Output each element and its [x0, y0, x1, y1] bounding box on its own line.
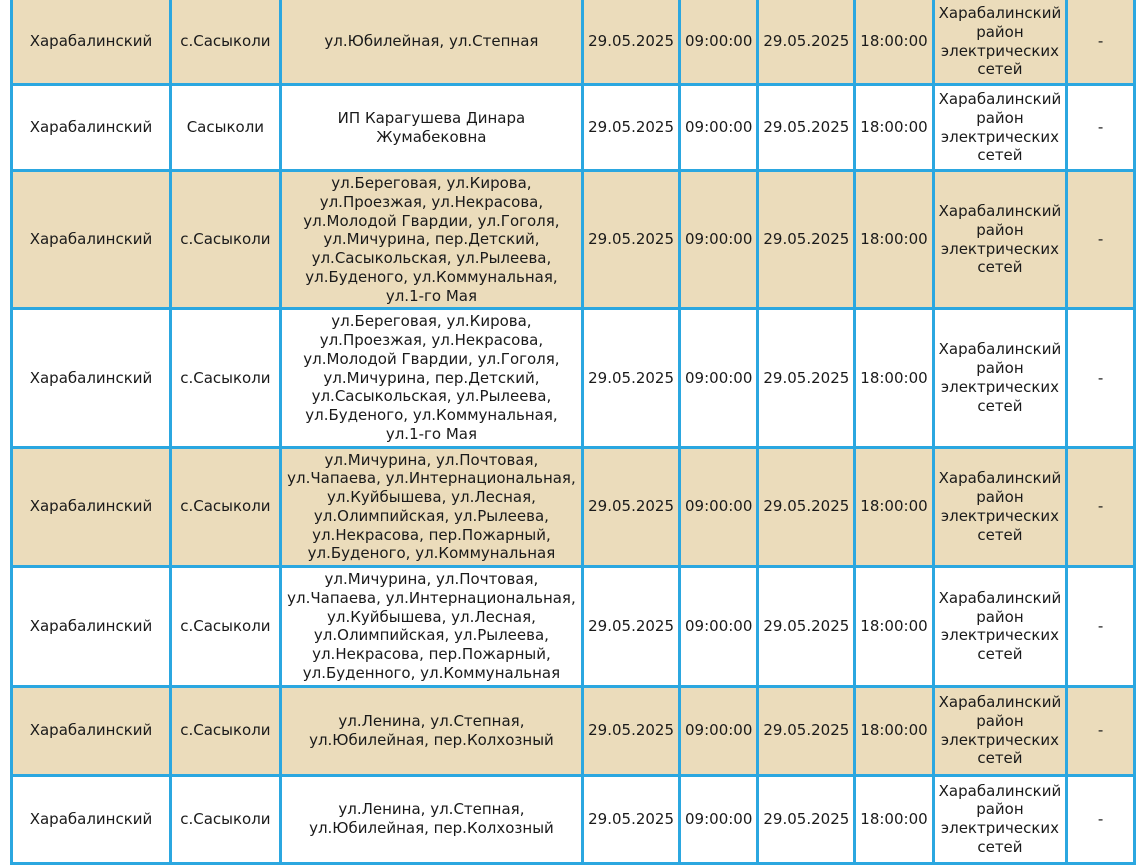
cell-date-start: 29.05.2025: [583, 0, 680, 85]
cell-district: Харабалинский: [12, 171, 171, 309]
cell-district: Харабалинский: [12, 686, 171, 775]
cell-extra: -: [1067, 0, 1135, 85]
cell-streets: ул.Юбилейная, ул.Степная: [280, 0, 582, 85]
cell-district: Харабалинский: [12, 567, 171, 687]
cell-time-start: 09:00:00: [680, 309, 758, 447]
cell-date-end: 29.05.2025: [758, 447, 855, 567]
cell-time-end: 18:00:00: [855, 0, 933, 85]
cell-extra: -: [1067, 775, 1135, 863]
cell-settlement: с.Сасыколи: [171, 309, 281, 447]
cell-district: Харабалинский: [12, 309, 171, 447]
cell-time-start: 09:00:00: [680, 567, 758, 687]
cell-district: Харабалинский: [12, 0, 171, 85]
table-row: [12, 309, 1135, 447]
table-row: [12, 447, 1135, 567]
table-row: [12, 85, 1135, 171]
cell-extra: -: [1067, 309, 1135, 447]
cell-time-start: 09:00:00: [680, 775, 758, 863]
cell-organization: Харабалинский район электрических сетей: [933, 309, 1067, 447]
cell-date-end: 29.05.2025: [758, 567, 855, 687]
cell-streets: ул.Ленина, ул.Степная, ул.Юбилейная, пер.Колхозный: [280, 686, 582, 775]
cell-organization: Харабалинский район электрических сетей: [933, 85, 1067, 171]
cell-organization: Харабалинский район электрических сетей: [933, 0, 1067, 85]
cell-extra: -: [1067, 447, 1135, 567]
table-row: [12, 686, 1135, 775]
cell-time-end: 18:00:00: [855, 567, 933, 687]
cell-streets: ул.Ленина, ул.Степная, ул.Юбилейная, пер.Колхозный: [280, 775, 582, 863]
cell-time-start: 09:00:00: [680, 85, 758, 171]
cell-streets: ул.Береговая, ул.Кирова, ул.Проезжая, ул.Некрасова, ул.Молодой Гвардии, ул.Гоголя, ул.Мичурина, пер.Детский, ул.Сасыкольская, ул.Рылеева, ул.Буденого, ул.Коммунальная, ул.1-го Мая: [280, 171, 582, 309]
cell-time-start: 09:00:00: [680, 686, 758, 775]
cell-date-start: 29.05.2025: [583, 775, 680, 863]
table-row: [12, 567, 1135, 687]
cell-settlement: с.Сасыколи: [171, 686, 281, 775]
cell-organization: Харабалинский район электрических сетей: [933, 567, 1067, 687]
cell-district: Харабалинский: [12, 447, 171, 567]
cell-time-end: 18:00:00: [855, 85, 933, 171]
cell-settlement: с.Сасыколи: [171, 0, 281, 85]
cell-settlement: с.Сасыколи: [171, 447, 281, 567]
cell-date-end: 29.05.2025: [758, 85, 855, 171]
cell-streets: ул.Береговая, ул.Кирова, ул.Проезжая, ул.Некрасова, ул.Молодой Гвардии, ул.Гоголя, ул.Мичурина, пер.Детский, ул.Сасыкольская, ул.Рылеева, ул.Буденого, ул.Коммунальная, ул.1-го Мая: [280, 309, 582, 447]
table-row: [12, 775, 1135, 863]
cell-date-end: 29.05.2025: [758, 686, 855, 775]
cell-time-end: 18:00:00: [855, 171, 933, 309]
table-body: [12, 0, 1135, 863]
cell-time-start: 09:00:00: [680, 171, 758, 309]
cell-organization: Харабалинский район электрических сетей: [933, 171, 1067, 309]
cell-time-end: 18:00:00: [855, 309, 933, 447]
cell-date-start: 29.05.2025: [583, 686, 680, 775]
cell-time-start: 09:00:00: [680, 0, 758, 85]
cell-date-end: 29.05.2025: [758, 775, 855, 863]
cell-extra: -: [1067, 567, 1135, 687]
cell-streets: ул.Мичурина, ул.Почтовая, ул.Чапаева, ул.Интернациональная, ул.Куйбышева, ул.Лесная, ул.Олимпийская, ул.Рылеева, ул.Некрасова, пер.Пожарный, ул.Буденного, ул.Коммунальная: [280, 567, 582, 687]
table-row: [12, 0, 1135, 85]
cell-date-start: 29.05.2025: [583, 171, 680, 309]
cell-time-end: 18:00:00: [855, 686, 933, 775]
cell-organization: Харабалинский район электрических сетей: [933, 686, 1067, 775]
cell-streets: ул.Мичурина, ул.Почтовая, ул.Чапаева, ул.Интернациональная, ул.Куйбышева, ул.Лесная, ул.Олимпийская, ул.Рылеева, ул.Некрасова, пер.Пожарный, ул.Буденого, ул.Коммунальная: [280, 447, 582, 567]
cell-date-start: 29.05.2025: [583, 85, 680, 171]
cell-district: Харабалинский: [12, 775, 171, 863]
cell-extra: -: [1067, 85, 1135, 171]
cell-organization: Харабалинский район электрических сетей: [933, 447, 1067, 567]
cell-date-end: 29.05.2025: [758, 171, 855, 309]
cell-date-start: 29.05.2025: [583, 567, 680, 687]
cell-time-end: 18:00:00: [855, 447, 933, 567]
cell-time-start: 09:00:00: [680, 447, 758, 567]
cell-settlement: с.Сасыколи: [171, 775, 281, 863]
cell-extra: -: [1067, 171, 1135, 309]
cell-streets: ИП Карагушева Динара Жумабековна: [280, 85, 582, 171]
cell-date-end: 29.05.2025: [758, 309, 855, 447]
cell-settlement: с.Сасыколи: [171, 171, 281, 309]
cell-settlement: Сасыколи: [171, 85, 281, 171]
cell-date-end: 29.05.2025: [758, 0, 855, 85]
cell-extra: -: [1067, 686, 1135, 775]
cell-date-start: 29.05.2025: [583, 447, 680, 567]
cell-date-start: 29.05.2025: [583, 309, 680, 447]
outage-schedule-table: [10, 0, 1136, 865]
cell-time-end: 18:00:00: [855, 775, 933, 863]
cell-organization: Харабалинский район электрических сетей: [933, 775, 1067, 863]
cell-district: Харабалинский: [12, 85, 171, 171]
cell-settlement: с.Сасыколи: [171, 567, 281, 687]
table-row: [12, 171, 1135, 309]
